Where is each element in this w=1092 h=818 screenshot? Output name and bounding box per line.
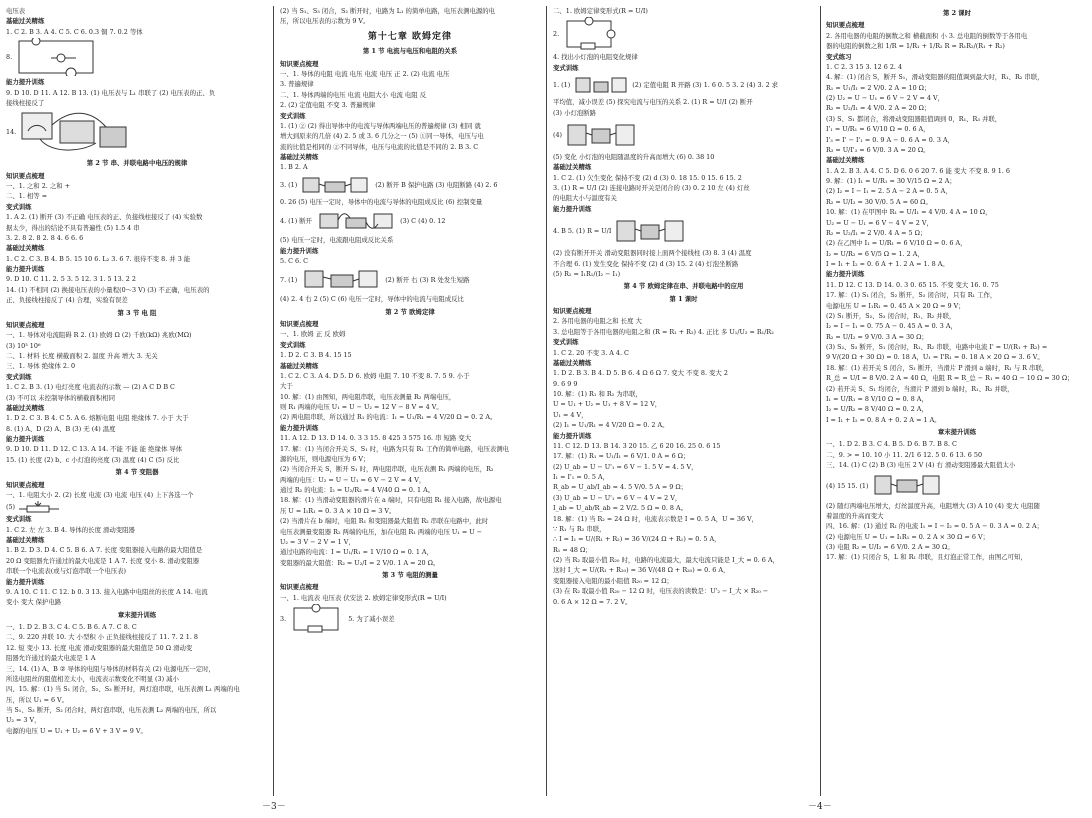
section-heading: 知识要点梳理 bbox=[6, 320, 45, 329]
text-line: R_总 = U/I = 8 V/0. 2 A = 40 Ω，电阻 R = R_总 − R₁ = 40 Ω − 10 Ω = 30 Ω； bbox=[826, 374, 1074, 383]
answer-text: (2) 定值电阻 R 开路 (3) 1. 6 0. 5 3. 2 (4) 3. 2 求 bbox=[632, 81, 779, 90]
text-line: (5) 变化 小灯泡的电阻随温度的升高而增大 (6) 0. 38 10 bbox=[553, 152, 715, 161]
text-line: 二、1. 欧姆定律变形式(R = U/I) bbox=[553, 7, 648, 15]
question-number: 1. (1) bbox=[553, 81, 571, 90]
text-line: 4. 解：(1) 闭合 S，断开 S₁，滑动变阻器的阻值调到最大时，R₁、R₂ 串联， bbox=[826, 73, 1044, 82]
text-line: I₁ = I'₁ = 0. 5 A， bbox=[553, 473, 609, 481]
text-line: 二、1. 相等 = bbox=[6, 192, 48, 201]
lesson-title: 第 2 课时 bbox=[942, 9, 972, 17]
text-line: 二、1. 导体两端的电压 电流 电阻大小 电流 电阻 反 bbox=[280, 90, 427, 99]
section-title: 章末提升训练 bbox=[117, 610, 157, 619]
text-line: (2) 当滑片在 b 端时，电阻 R₁ 和变阻器最大阻值 R₂ 串联在电路中，此时 bbox=[280, 517, 489, 526]
text-line: 1. C 2. B 3. A 4. C 5. C 6. 0.3 铜 7. 0.2 等体 bbox=[6, 27, 143, 36]
text-line: 17. 解：(1) 只闭合 S，L 和 R₁ 串联，且灯泡正常工作，由图乙可知， bbox=[826, 553, 1027, 562]
text-line: 据太少，得出的结论不具有普遍性 (5) 1.5 4 串 bbox=[6, 223, 140, 232]
text-line bbox=[6, 108, 268, 156]
text-line: (2) S₁ 断开，S₂、S₃ 闭合时，R₁、R₂ 并联， bbox=[826, 311, 956, 320]
text-line: (2) 当闭合开关 S，断开 S₁ 时，两电阻串联，电压表测 R₁ 两端的电压，R₂ bbox=[280, 465, 494, 474]
text-line: 1. C 2. 左 左 3. B 4. 导体的长度 滑动变阻器 bbox=[6, 525, 135, 534]
text-line: 1. D 2. B 3. B 4. D 5. B 6. 4 Ω 6 Ω 7. 变大 不变 8. 变大 2 bbox=[553, 369, 728, 378]
text-line: R₃ = U/I'₃ = 6 V/0. 3 A = 20 Ω。 bbox=[826, 145, 930, 154]
section-title: 第 4 节 欧姆定律在串、并联电路中的应用 bbox=[623, 282, 744, 291]
text-line: 一、1. 之和 2. 之和 + bbox=[6, 182, 71, 190]
text-line: 10. 解：(1) R₁ 和 R₂ 为串联， bbox=[553, 390, 642, 398]
text-line: (2) 没有断开开关 滑动变阻器同时接上面两个接线柱 (3) 8. 3 (4) 温度 bbox=[553, 249, 752, 258]
text-line: 四、15. 解：(1) 当 S₁ 闭合，S₂、S₃ 断开时，两灯泡串联，电压表测 L₁ 两端的电 bbox=[6, 685, 240, 694]
text-line: 二、9. 220 并联 10. 大 小型积 小 正负接线柱接反了 11. 7. 2 1. 8 bbox=[6, 633, 198, 642]
text-line: 8. (1) A、D (2) A、B (3) 无 (4) 温度 bbox=[6, 424, 116, 433]
column-divider bbox=[273, 6, 274, 796]
text-line: 源的电压，则电源电压为 6 V； bbox=[280, 454, 370, 463]
circuit-apparatus-icon bbox=[873, 472, 943, 500]
section-title: 第 3 节 电 阻 bbox=[117, 308, 157, 317]
text-line bbox=[553, 118, 814, 152]
page-number-left: －3－ bbox=[262, 802, 286, 812]
section-heading: 知识要点梳理 bbox=[553, 307, 592, 315]
section-heading: 变式训练 bbox=[6, 515, 32, 524]
text-line bbox=[280, 173, 540, 197]
text-line: R₂ = U₂/I₁ = 4 V/0. 2 A = 20 Ω； bbox=[826, 104, 931, 113]
section-heading: 基础过关精练 bbox=[6, 403, 45, 412]
text-line: 17. 解：(1) R₁ = U₁/I₁ = 6 V/1. 0 A = 6 Ω； bbox=[553, 452, 690, 461]
text-line: 2. 各用电器的电阻之和 长度 大 bbox=[553, 317, 642, 326]
text-line: 电压表测量变阻器 R₂ 两端的电压，加在电阻 R₁ 两端的电压 U₁ = U − bbox=[280, 527, 483, 536]
text-line: ∵ R₁ 与 R₂ 串联， bbox=[553, 524, 606, 533]
section-heading: 知识要点梳理 bbox=[280, 59, 319, 68]
section-heading: 变式训练 bbox=[280, 111, 306, 120]
chapter-title: 第十七章 欧姆定律 bbox=[367, 31, 453, 42]
text-line: 1. C 2. C 3. B 4. B 5. 15 10 6. L₂ 3. 6 7. 很待不变 8. 并 3 能 bbox=[6, 254, 191, 263]
text-line: 10. 解：(1) 在甲图中 R₁ = U/I₁ = 4 V/0. 4 A = 10 Ω， bbox=[826, 208, 992, 217]
text-line: U₂ = U − U₁ = 6 V − 4 V = 2 V， bbox=[826, 218, 933, 227]
section-title: 第 3 节 电阻的测量 bbox=[382, 571, 438, 580]
text-line: 增大到原来的几倍 (4) 2. 5 或 3. 6 几分之一 (5) ①同一导体，电压与电 bbox=[280, 132, 484, 141]
column-divider bbox=[546, 6, 547, 796]
text-line: 压，所以电压表的示数为 9 V。 bbox=[280, 17, 370, 26]
text-line: 1. D 2. C 3. B 4. 15 15 bbox=[280, 351, 352, 360]
text-line: 一、1. 导体对电流阻碍 R 2. (1) 欧姆 Ω (2) 千欧(kΩ) 兆欧(MΩ) bbox=[6, 331, 192, 340]
text-line: 5. C 6. C bbox=[280, 256, 309, 265]
question-number: 4. (1) 断开 bbox=[280, 217, 312, 226]
text-line: 通过电路的电流：I = U₁/R₁ = 1 V/10 Ω = 0. 1 A， bbox=[280, 548, 433, 557]
text-line: 一、1. 欧姆 正 反 欧姆 bbox=[280, 330, 346, 339]
text-line: U = U₁ + U₂ = U₁ + 8 V = 12 V， bbox=[553, 400, 662, 409]
column-1 bbox=[6, 6, 268, 802]
section-heading: 基础过关精练 bbox=[553, 163, 592, 172]
text-line: 不合理 6. (1) 发生变化 保持不变 (2) d (3) 15. 2 (4) 灯泡坐断路 bbox=[553, 259, 739, 268]
text-line: R₂ = U/I₂ = 30 V/0. 5 A = 60 Ω。 bbox=[826, 197, 932, 206]
text-line: 着温度的升高而变大 bbox=[826, 511, 884, 520]
text-line: 9 V/(20 Ω + 30 Ω) = 0. 18 A，U₁ = I'R₁ = 0. 18 A × 20 Ω = 3. 6 V。 bbox=[826, 353, 1044, 362]
text-line: R₁ = 48 Ω； bbox=[553, 545, 592, 554]
text-line: (3) 在 R₂ 取最小值 R₂₀ − 12 Ω 时，电压表的读数是：U'₂ − I_大 × R₂₀ − bbox=[553, 587, 769, 596]
text-line: 14. (1) 不相同 (2) 换接电压表的小量程(0～3 V) (3) 不正确，电压表的 bbox=[6, 285, 210, 294]
text-line: (4) 2. 4 右 2 (5) C (6) 电压一定时，导体中的电流与电阻成反比 bbox=[280, 295, 464, 304]
text-line: (3) S₂、S₃ 断开，S₁ 闭合时，R₁、R₂ 串联，电路中电流 I' = U/(R₁ + R₂) = bbox=[826, 343, 1048, 351]
column-divider bbox=[820, 6, 821, 796]
text-line: 20 Ω 变阻器允许通过的最大电流是 1 A 7. 长度 变小 8. 滑动变阻器 bbox=[6, 556, 200, 565]
text-line: 压，所以 U₁ = 6 V。 bbox=[6, 695, 69, 704]
text-line bbox=[553, 73, 814, 97]
section-heading: 变式练习 bbox=[826, 52, 852, 61]
section-heading: 基础过关精练 bbox=[280, 153, 319, 162]
text-line: 一、1. D 2. B 3. C 4. B 5. D 6. B 7. B 8. C bbox=[826, 440, 957, 449]
text-line: I'₁ = U/R₁ = 6 V/10 Ω = 0. 6 A， bbox=[826, 125, 930, 134]
text-line bbox=[6, 37, 268, 77]
text-line: 18. 解：(1) 当滑动变阻器的滑片在 a 端时，只有电阻 R₁ 接入电路，故电源电 bbox=[280, 496, 502, 505]
text-line: 二、1. 材料 长度 横截面积 2. 温度 升高 增大 3. 无关 bbox=[6, 352, 158, 360]
page-number-right: －4－ bbox=[808, 802, 832, 812]
section-heading: 知识要点梳理 bbox=[6, 480, 45, 489]
text-line: 9. 解：(1) I₁ = U/R₁ = 30 V/15 Ω = 2 A； bbox=[826, 177, 956, 185]
text-line: 3. 2. 8 2. 8 2. 8 4. 6 6. 6 bbox=[6, 233, 84, 242]
text-line: 0. 26 (5) 电压一定时，导体中的电流与导体的电阻成反比 (6) 控制变量 bbox=[280, 197, 483, 206]
text-line: 1. A 2. (1) 断开 (3) 不正确 电压表的正、负接线柱接反了 (4) 实验数 bbox=[6, 213, 203, 222]
text-line: U₂ = 3 V − 2 V = 1 V， bbox=[280, 537, 355, 546]
answer-text: 4. B 5. (1) R = U/I bbox=[553, 227, 612, 236]
section-heading: 能力提升训练 bbox=[6, 435, 45, 443]
text-line: (2) U₂ = U − U₁ = 6 V − 2 V = 4 V， bbox=[826, 94, 944, 102]
text-line: 正、负接线柱接反了 (4) 合理，实验有误差 bbox=[6, 296, 128, 305]
section-heading: 能力提升训练 bbox=[280, 423, 319, 432]
text-line: 变阻器的最大阻值：R₂ = U₂/I = 2 V/0. 1 A = 20 Ω。 bbox=[280, 558, 440, 567]
text-line: I₂ = U/R₂ = 8 V/40 Ω = 0. 2 A， bbox=[826, 405, 928, 414]
circuit-apparatus-icon bbox=[316, 208, 396, 234]
text-line bbox=[553, 214, 814, 248]
text-line: (3) 小灯泡断路 bbox=[553, 108, 597, 117]
text-line: R₁ = U₁/I₁ = 2 V/0. 2 A = 10 Ω； bbox=[826, 83, 931, 92]
text-line: (3) S、S₁ 都闭合，将滑动变阻器阻值调到 0，R₁、R₃ 并联， bbox=[826, 114, 1002, 123]
text-line: 18. 解：(1) 若开关 S 闭合，S₁ 断开，当滑片 P 滑到 a 端时，R₁ 与 R 串联， bbox=[826, 363, 1049, 372]
text-line: 1. D 2. C 3. B 4. C 5. A 6. 熔断电阻 电阻 绝缘体 7. 小于 大于 bbox=[6, 414, 189, 423]
circuit-apparatus-icon bbox=[615, 215, 687, 247]
text-line: 9. A 10. C 11. C 12. b 0. 3 13. 接入电路中电阻丝的长度 A 14. 电流 bbox=[6, 587, 208, 596]
text-line: 1. C 2. C 3. A 4. D 5. D 6. 欧姆 电阻 7. 10 不变 8. 7. 5 9. 小于 bbox=[280, 371, 470, 380]
text-line: I = I₁ + I₂ = 0. 8 A + 0. 2 A = 1 A。 bbox=[826, 415, 941, 424]
question-number: 8. bbox=[6, 53, 13, 62]
text-line: 1. B 2. D 3. D 4. C 5. B 6. A 7. 长度 变阻器接入电路的最大阻值是 bbox=[6, 546, 203, 555]
text-line: 1. C 2. 20 不变 3. A 4. C bbox=[553, 348, 629, 357]
answer-text: (3) C (4) 0. 12 bbox=[400, 217, 446, 226]
text-line: I_ab = U_ab/R_ab = 2 V/2. 5 Ω = 0. 8 A。 bbox=[553, 504, 688, 513]
rheostat-symbol-icon bbox=[19, 501, 59, 513]
section-heading: 知识要点梳理 bbox=[826, 21, 865, 30]
text-line: (3) 电阻 R₂ = U/I₂ = 6 V/0. 2 A = 30 Ω。 bbox=[826, 543, 954, 551]
text-line: 二、9. > = 10. 10 小 11. 2/1 6 12. 5 0. 6 13. 6 50 bbox=[826, 450, 983, 459]
text-line: 通过 R₂ 的电流：I₂ = U₂/R₂ = 4 V/40 Ω = 0. 1 A。 bbox=[280, 486, 435, 495]
text-line: 一、1. D 2. B 3. C 4. C 5. B 6. A 7. C 8. C bbox=[6, 623, 137, 631]
text-line: 1. C 2. (1) 欠生变化 保持不变 (2) d (3) 0. 18 15. 0 15. 6 15. 2 bbox=[553, 173, 742, 182]
circuit-apparatus-icon bbox=[301, 267, 381, 293]
text-line: 这时 I_大 = U/(R₁ + R₂₀) = 36 V/(48 Ω + R₂₀) = 0. 6 A， bbox=[553, 566, 730, 575]
text-line: (2) I₂ = I − I₁ = 2. 5 A − 2 A = 0. 5 A， bbox=[826, 187, 952, 196]
section-heading: 能力提升训练 bbox=[553, 431, 592, 440]
circuit-diagram-icon bbox=[563, 17, 617, 51]
text-line: 12. 短 变小 13. 长度 电流 滑动变阻器的最大阻值是 50 Ω 滑动变 bbox=[6, 643, 193, 652]
question-number: (4) bbox=[553, 130, 563, 139]
text-line: 3. 总电阻等于各用电器的电阻之和 (R = R₁ + R₂) 4. 正比 多 U₁/U₂ = R₁/R₂ bbox=[553, 327, 774, 336]
circuit-diagram-icon bbox=[290, 604, 344, 634]
text-line: 电源的电压 U = U₁ + U₂ = 6 V + 3 V = 9 V。 bbox=[6, 726, 147, 735]
text-line: I = I₁ + I₂ = 0. 6 A + 1. 2 A = 1. 8 A。 bbox=[826, 260, 949, 268]
text-line: 10. 解：(1) 由图知，两电阻串联，电压表测量 R₂ 两端电压， bbox=[280, 392, 456, 401]
answer-text: 5. 为了减小误差 bbox=[348, 615, 395, 624]
question-number: 3. bbox=[280, 615, 287, 624]
text-line: R₂ = U₂/I₁ = 2 V/0. 4 A = 5 Ω； bbox=[826, 228, 927, 237]
circuit-diagram-icon bbox=[16, 38, 96, 76]
section-heading: 基础过关精练 bbox=[6, 17, 45, 26]
text-line: 9. D 10. C 11. 2. 5 3. 5 12. 3 1. 5 13. 2 2 bbox=[6, 275, 136, 284]
text-line bbox=[6, 500, 268, 514]
section-heading: 变式训练 bbox=[553, 63, 579, 72]
text-line: 11. D 12. C 13. D 14. 0. 3 0. 65 15. 不变 变大 16. 0. 75 bbox=[826, 280, 999, 289]
section-title: 章末提升训练 bbox=[937, 428, 977, 436]
section-heading: 变式训练 bbox=[6, 372, 32, 381]
text-line: 11. A 12. D 13. D 14. 0. 3 3 15. 8 425 3 575 16. 串 短路 变大 bbox=[280, 434, 472, 443]
answer-text: (2) 断开 B 保护电路 (3) 电阻断路 (4) 2. 6 bbox=[375, 180, 498, 189]
text-line: (2) 若开关 S、S₁ 均闭合，当滑片 P 滑到 b 端时，R₁、R₂ 并联， bbox=[826, 384, 1014, 393]
text-line: R_ab = U_ab/I_ab = 4. 5 V/0. 5 A = 9 Ω； bbox=[553, 483, 688, 492]
answer-text: (2) 断开 右 (3) R 处发生短路 bbox=[385, 276, 470, 285]
text-line: I'₃ = I' − I'₁ = 0. 9 A − 0. 6 A = 0. 3 A， bbox=[826, 135, 954, 144]
section-heading: 基础过关精练 bbox=[6, 536, 45, 544]
section-heading: 能力提升训练 bbox=[6, 265, 45, 273]
text-line: 器的电阻的倒数之和 1/R = 1/R₁ + 1/R₂ R = R₁R₂/(R₁ + R₂) bbox=[826, 42, 1005, 51]
text-line: I₁ = U/R₁ = 8 V/10 Ω = 0. 8 A， bbox=[826, 394, 928, 403]
circuit-apparatus-icon bbox=[301, 174, 371, 196]
text-line: 阻器允许通过的最大电流是 1 A bbox=[6, 654, 96, 663]
section-heading: 能力提升训练 bbox=[6, 577, 45, 586]
circuit-apparatus-icon bbox=[574, 74, 628, 96]
text-line: 三、14. (1) A、B ② 导体的电阻与导体的材料有关 (2) 电源电压一定时， bbox=[6, 664, 215, 673]
text-line: (5) 电压一定时，电流跟电阻成反比关系 bbox=[280, 236, 394, 245]
text-line: 11. C 12. D 13. B 14. 3 20 15. 乙 6 20 16. 25 0. 6 15 bbox=[553, 441, 721, 450]
text-line: U₂ = 3 V， bbox=[6, 716, 41, 725]
text-line: 2. 各用电器的电阻的倒数之和 横截面积 小 3. 总电阻的倒数等于各用电 bbox=[826, 31, 1028, 40]
section-heading: 基础过关精练 bbox=[553, 358, 592, 367]
text-line: 3. (1) R = U/I (2) 连接电路时开关是闭合的 (3) 0. 2 10 左 (4) 灯丝 bbox=[553, 184, 750, 192]
text-line bbox=[280, 603, 540, 635]
text-line: ∴ I = I₁ = U/(R₁ + R₂) = 36 V/(24 Ω + R₁) = 0. 5 A， bbox=[553, 535, 721, 544]
text-line: 17. 解：(1) S₁ 闭合，S₂ 断开，S₃ 闭合时，只有 R₁ 工作， bbox=[826, 291, 997, 300]
text-line: (3) 不可以 未控制导体的横截面积相同 bbox=[6, 393, 115, 402]
text-line: 1. B 2. A bbox=[280, 163, 308, 172]
question-number: 2. bbox=[553, 30, 560, 39]
text-line: (2) I₁ = U₁/R₁ = 4 V/20 Ω = 0. 2 A。 bbox=[553, 421, 669, 430]
text-line: (2) 当 S₁、S₃ 闭合，S₂ 断开时，电路为 L₁ 的简单电路，电压表测电源的电 bbox=[280, 7, 496, 15]
text-line: 两端的电压：U₂ = U − U₁ = 6 V − 2 V = 4 V， bbox=[280, 475, 426, 484]
text-line: 9. 6 9 9 bbox=[553, 379, 578, 388]
text-line: I₂ = U/R₂ = 6 V/5 Ω = 1. 2 A， bbox=[826, 249, 924, 258]
question-number: 3. (1) bbox=[280, 180, 298, 189]
text-line bbox=[553, 16, 814, 52]
section-heading: 变式训练 bbox=[553, 338, 579, 347]
text-line: 17. 解：(1) 当闭合开关 S、S₁ 时，电路为只有 R₁ 工作的简单电路，电压表测电 bbox=[280, 444, 510, 453]
question-number: (5) bbox=[6, 503, 16, 512]
lesson-title: 第 1 课时 bbox=[669, 294, 698, 303]
section-heading: 变式训练 bbox=[6, 202, 32, 211]
section-heading: 知识要点梳理 bbox=[280, 583, 319, 592]
text-line: 则 R₁ 两端的电压 U₁ = U − U₂ = 12 V − 8 V = 4 V。 bbox=[280, 403, 443, 412]
text-line: 9. D 10. D 11. D 12. C 13. A 14. 不能 不能 能 绝缘体 导体 bbox=[6, 445, 183, 454]
text-line: 的电阻大小与温度有关 bbox=[553, 194, 617, 203]
text-line: (2) 在乙图中 I₁ = U/R₁ = 6 V/10 Ω = 0. 6 A， bbox=[826, 239, 967, 248]
section-title: 第 2 节 串、并联电路中电压的规律 bbox=[86, 159, 188, 168]
text-line: 3. 普遍规律 bbox=[280, 80, 314, 89]
text-line: (2) 随灯两端电压增大，灯丝温度升高，电阻增大 (3) A 10 (4) 变大 电阻随 bbox=[826, 501, 1040, 510]
text-line: 三、14. (1) C (2) B (3) 电压 2 V (4) 右 滑动变阻器最大阻值太小 bbox=[826, 461, 1016, 470]
text-line: I₂ = I − I₁ = 0. 75 A − 0. 45 A = 0. 3 A， bbox=[826, 322, 957, 331]
text-line: 15. (1) 长度 (2) b、c 小灯泡的亮度 (3) 温度 (4) C (5) 反比 bbox=[6, 455, 180, 464]
section-title: 第 4 节 变阻器 bbox=[115, 468, 159, 477]
text-line bbox=[280, 207, 540, 235]
text-line: 电源电压 U = I₁R₁ = 0. 45 A × 20 Ω = 9 V； bbox=[826, 301, 965, 310]
text-line: 压 U = I₁R₁ = 0. 3 A × 10 Ω = 3 V。 bbox=[280, 506, 396, 515]
section-heading: 知识要点梳理 bbox=[280, 320, 319, 329]
text-line: 一、1. 导体的电阻 电流 电压 电流 电压 正 2. (2) 电流 电压 bbox=[280, 70, 450, 79]
section-heading: 能力提升训练 bbox=[826, 270, 865, 279]
question-number: 7. (1) bbox=[280, 276, 298, 285]
text-line: R₂ = U/I₂ = 9 V/0. 3 A = 30 Ω； bbox=[826, 332, 928, 341]
section-heading: 能力提升训练 bbox=[6, 78, 45, 87]
circuit-apparatus-icon bbox=[566, 119, 638, 151]
text-line: 18. 解：(1) 当 R₂ = 24 Ω 时，电流表示数是 I = 0. 5 A，U = 36 V， bbox=[553, 514, 759, 523]
text-line bbox=[280, 266, 540, 294]
section-heading: 能力提升训练 bbox=[280, 246, 319, 255]
text-line: 平均值，减小误差 (5) 探究电流与电压的关系 2. (1) R = U/I (2) 断开 bbox=[553, 98, 753, 107]
section-heading: 基础过关精练 bbox=[826, 156, 865, 165]
text-line: (3) U_ab = U − U'₁ = 6 V − 4 V = 2 V， bbox=[553, 493, 682, 502]
section-heading: 能力提升训练 bbox=[553, 204, 592, 213]
meter-apparatus-icon bbox=[20, 109, 130, 155]
text-line: 1. C 2. B 3. (1) 电灯亮度 电流表的示数 — (2) A C D B C bbox=[6, 383, 175, 392]
text-line: 接线柱接反了 bbox=[6, 98, 45, 107]
section-heading: 变式训练 bbox=[280, 340, 306, 349]
text-line: (2) 当 R₂ 取最小值 R₂₀ 时，电路的电流最大，最大电流只能是 I_大 = 0. 6 A， bbox=[553, 556, 779, 564]
text-line: 串联一个电流表(或与灯泡串联一个电压表) bbox=[6, 567, 127, 576]
text-line: (2) 两电阻串联，所以通过 R₁ 的电流：I₁ = U₁/R₁ = 4 V/20 Ω = 0. 2 A。 bbox=[280, 413, 497, 422]
section-heading: 知识要点梳理 bbox=[6, 171, 45, 180]
section-title: 第 2 节 欧姆定律 bbox=[385, 307, 435, 316]
section-heading: 基础过关精练 bbox=[6, 244, 45, 253]
text-line: 大于 bbox=[280, 382, 293, 391]
text-line: (2) 电源电压 U = U₁ = I₁R₁ = 0. 2 A × 30 Ω = 6 V； bbox=[826, 532, 989, 541]
column-2 bbox=[280, 6, 540, 802]
text-line: (2) U_ab = U − U'₁ = 6 V − 1. 5 V = 4. 5 V， bbox=[553, 462, 698, 471]
text-line: (3) 10³ 10⁶ bbox=[6, 341, 41, 350]
text-line: 0. 6 A × 12 Ω = 7. 2 V。 bbox=[553, 597, 632, 606]
text-line: 所选电阻丝的阻值相差太小，电流表示数变化不明显 (3) 减小 bbox=[6, 674, 179, 683]
section-title: 第 1 节 电流与电压和电阻的关系 bbox=[362, 47, 458, 56]
answer-text: (4) 15 15. (1) bbox=[826, 481, 869, 490]
column-3 bbox=[553, 6, 814, 802]
column-4 bbox=[826, 6, 1088, 802]
text-line: 当 S₁、S₃ 断开，S₂ 闭合时，两灯泡串联，电压表测 L₂ 两端的电压，所以 bbox=[6, 706, 217, 714]
text-line: 一、1. 电流表 电压表 伏安法 2. 欧姆定律变形式(R = U/I) bbox=[280, 593, 447, 602]
text-line: 四、16. 解：(1) 通过 R₁ 的电流 I₁ = I − I₂ = 0. 5 A − 0. 3 A = 0. 2 A； bbox=[826, 522, 1043, 531]
text-line: 1. C 2. 3 15 3. 12 6 2. 4 bbox=[826, 62, 903, 71]
text-line: 1. (1) ② (2) 得出导体中的电流与导体两端电压的普遍规律 (3) 相同 就 bbox=[280, 121, 481, 130]
text-line: U₁ = 4 V， bbox=[553, 410, 588, 419]
text-line: 变小 变大 保护电路 bbox=[6, 598, 62, 607]
text-line: 电压表 bbox=[6, 7, 26, 15]
text-line: 9. D 10. D 11. A 12. B 13. (1) 电压表与 L₁ 串联了 (2) 电压表的正、负 bbox=[6, 88, 216, 97]
question-number: 14. bbox=[6, 128, 17, 137]
section-heading: 基础过关精练 bbox=[280, 361, 319, 370]
text-line: 1. A 2. B 3. A 4. C 5. D 6. 0 6 20 7. 6 能 变大 不变 8. 9 1. 6 bbox=[826, 166, 1010, 175]
text-line: 4. 找出小灯泡的电阻变化规律 bbox=[553, 53, 638, 62]
text-line: 变阻器接入电阻的最小阻值 R₂₀ = 12 Ω； bbox=[553, 576, 673, 585]
text-line: 流的比值是相同的 ②不同导体，电压与电流的比值是不同的 2. B 3. C bbox=[280, 142, 479, 151]
text-line: 三、1. 导体 绝缘体 2. 0 bbox=[6, 362, 76, 371]
text-line bbox=[826, 471, 1088, 501]
text-line: 2. (2) 定值电阻 不变 3. 普遍规律 bbox=[280, 101, 376, 110]
text-line: (5) R₂ = I₁R₁/(I₂ − I₁) bbox=[553, 269, 621, 278]
text-line: 一、1. 电阻大小 2. (2) 长度 电流 (3) 电流 电压 (4) 上下各选一个 bbox=[6, 490, 194, 499]
